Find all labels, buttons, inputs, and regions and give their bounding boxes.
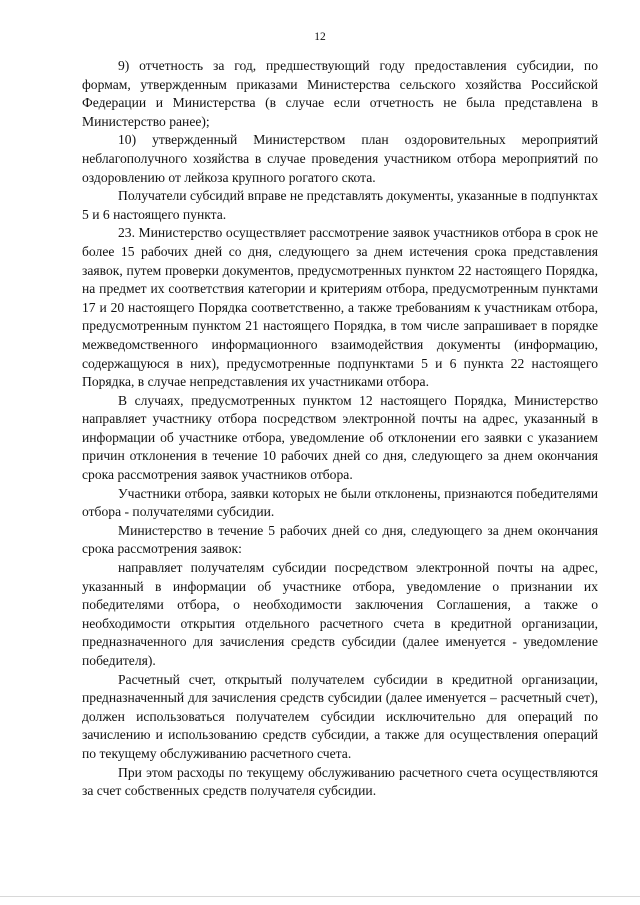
page-number: 12 [314,31,326,43]
paragraph-settlement-account: Расчетный счет, открытый получателем субсидии в кредитной организации, предназначенный для зачисления средств субсидии (далее именуется – расчетный счет), должен использоваться получателем субсидии исключительно для операций по зачислению и использованию средств субсидии, а также для осуществления операций по текущему обслуживанию расчетного счета. [82,671,598,761]
scan-bottom-edge [0,896,640,897]
paragraph-documents-note: Получатели субсидий вправе не представлять документы, указанные в подпунктах 5 и 6 настоящего пункта. [82,188,598,222]
paragraph-ministry-deadline: Министерство в течение 5 рабочих дней со дня, следующего за днем окончания срока рассмотрения заявок: [82,522,598,557]
paragraph-clause-23: 23. Министерство осуществляет рассмотрение заявок участников отбора в срок не более 15 рабочих дней со дня, следующего за днем истечения срока представления заявок, путем проверки документов, предусмотренных пунктом 22 настоящего Порядка, на предмет их соответствия категории и критериям отбора, предусмотренным пунктами 17 и 20 настоящего Порядка соответственно, а также требованиям к участникам отбора, предусмотренным пунктом 21 настоящего Порядка, в том числе запрашивает в порядке межведомственного информационного взаимодействия документы (информацию, содержащуюся в них), предусмотренные подпунктами 5 и 6 пункта 22 настоящего Порядка, в случае непредставления их участниками отбора. [82,225,598,390]
paragraph-winners: Участники отбора, заявки которых не были отклонены, признаются победителями отбора - получателями субсидии. [82,485,598,520]
paragraph-rejection-cases: В случаях, предусмотренных пунктом 12 настоящего Порядка, Министерство направляет участнику отбора посредством электронной почты на адрес, указанный в информации об участнике отбора, уведомление об отклонении его заявки с указанием причин отклонения в течение 10 рабочих дней со дня, следующего за днем окончания срока рассмотрения заявок участников отбора. [82,392,598,483]
paragraph-item-10: 10) утвержденный Министерством план оздоровительных мероприятий неблагополучного хозяйства в случае проведения участником отбора мероприятий по оздоровлению от лейкоза крупного рогатого скота. [82,132,598,185]
paragraph-notification: направляет получателям субсидии посредством электронной почты на адрес, указанный в информации об участнике отбора, уведомление о признании их победителями отбора, о необходимости заключения Соглашения, а также о необходимости открытия отдельного расчетного счета в кредитной организации, предназначенного для зачисления средств субсидии (далее именуется - уведомление победителя). [82,560,598,668]
document-body [82,57,598,801]
paragraph-item-9: 9) отчетность за год, предшествующий году предоставления субсидии, по формам, утвержденным приказами Министерства сельского хозяйства Российской Федерации и Министерства (в случае если отчетность не была представлена в Министерство ранее); [82,58,598,129]
paragraph-expenses: При этом расходы по текущему обслуживанию расчетного счета осуществляются за счет собственных средств получателя субсидии. [82,764,598,799]
